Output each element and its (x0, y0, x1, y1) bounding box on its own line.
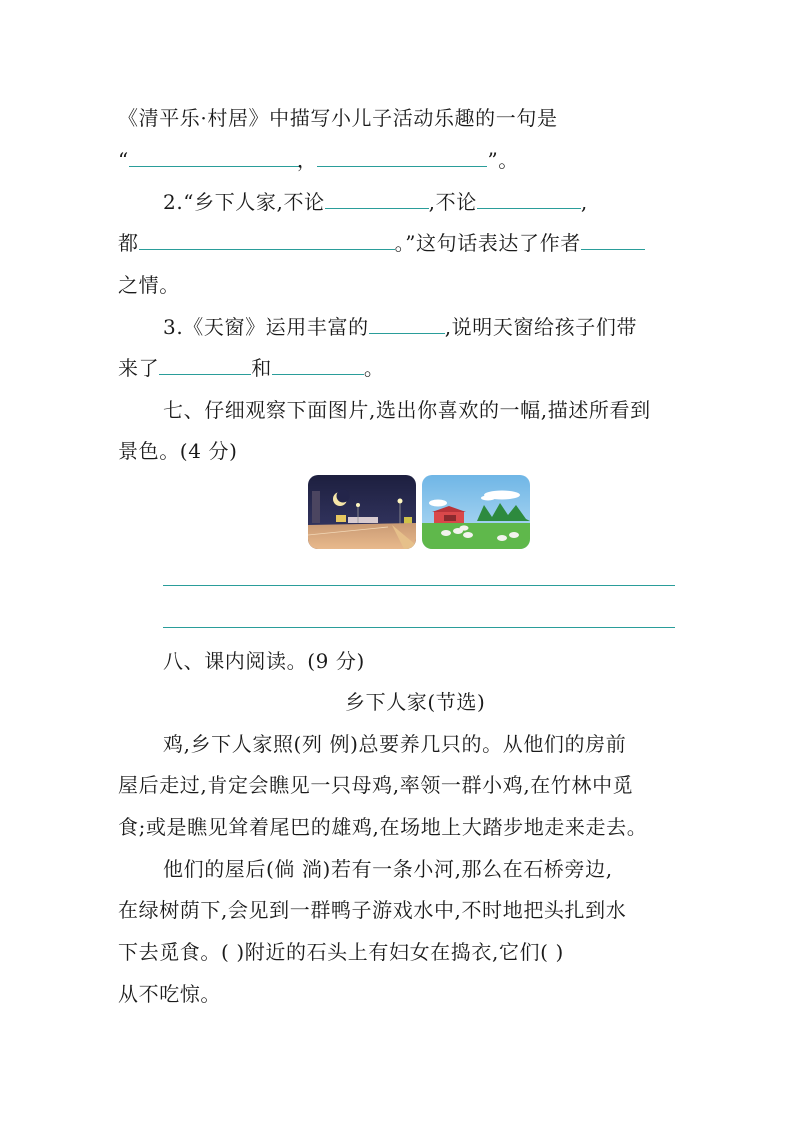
q3-blank-1[interactable] (369, 313, 445, 334)
q3-line-1 (163, 313, 637, 341)
passage-p1-line1: 鸡,乡下人家照(列 例)总要养几只的。从他们的房前 (163, 732, 627, 756)
passage-p1-line3: 食;或是瞧见耸着尾巴的雄鸡,在场地上大踏步地走来走去。 (118, 815, 648, 839)
q3-line-2 (118, 354, 384, 382)
q2-line-1 (163, 188, 588, 216)
section8-heading: 八、课内阅读。(9 分) (163, 649, 365, 673)
comma: ， (296, 148, 318, 172)
answer-blank-2[interactable] (317, 146, 487, 167)
q1-question-text: 《清平乐·村居》中描写小儿子活动乐趣的一句是 (118, 106, 558, 130)
passage-p2-line1: 他们的屋后(倘 淌)若有一条小河,那么在石桥旁边, (163, 857, 613, 881)
q2-line2-mid: 。”这句话表达了作者 (394, 231, 581, 255)
q3-line2-start: 来了 (118, 356, 160, 380)
q2-line-3: 之情。 (118, 273, 180, 297)
q3-end: 。 (363, 356, 385, 380)
q3-mid: ,说明天窗给孩子们带 (444, 315, 638, 339)
farm-sheep-image[interactable] (422, 475, 530, 549)
night-street-illustration (308, 475, 416, 549)
q2-blank-3[interactable] (139, 229, 395, 250)
q3-and: 和 (251, 356, 272, 380)
passage-title: 乡下人家(节选) (345, 690, 486, 714)
q1-answer-line (118, 146, 519, 174)
q2-line2-start: 都 (118, 231, 139, 255)
answer-line-1[interactable] (163, 585, 675, 586)
section7-heading-line2: 景色。(4 分) (118, 439, 238, 463)
q2-line-2 (118, 229, 645, 257)
open-quote: “ (118, 148, 129, 172)
q2-blank-1[interactable] (325, 188, 429, 209)
passage-p2-line2: 在绿树荫下,会见到一群鸭子游戏水中,不时地把头扎到水 (118, 898, 627, 922)
answer-blank-1[interactable] (129, 146, 301, 167)
close-quote: ”。 (487, 148, 519, 172)
passage-p2-line4: 从不吃惊。 (118, 982, 221, 1006)
farm-sheep-illustration (422, 475, 530, 549)
section7-heading-line1: 七、仔细观察下面图片,选出你喜欢的一幅,描述所看到 (163, 398, 651, 422)
answer-line-2[interactable] (163, 627, 675, 628)
q3-blank-2[interactable] (159, 354, 251, 375)
q2-comma: , (580, 190, 588, 214)
q2-lead: 2.“乡下人家,不论 (163, 190, 325, 214)
q2-blank-4[interactable] (581, 229, 645, 250)
passage-p1-line2: 屋后走过,肯定会瞧见一只母鸡,率领一群小鸡,在竹林中觅 (118, 773, 634, 797)
q3-blank-3[interactable] (272, 354, 364, 375)
night-street-image[interactable] (308, 475, 416, 549)
passage-p2-line3: 下去觅食。( )附近的石头上有妇女在捣衣,它们( ) (118, 940, 564, 964)
q2-mid: ,不论 (428, 190, 477, 214)
q2-blank-2[interactable] (477, 188, 581, 209)
q3-lead: 3.《天窗》运用丰富的 (163, 315, 369, 339)
